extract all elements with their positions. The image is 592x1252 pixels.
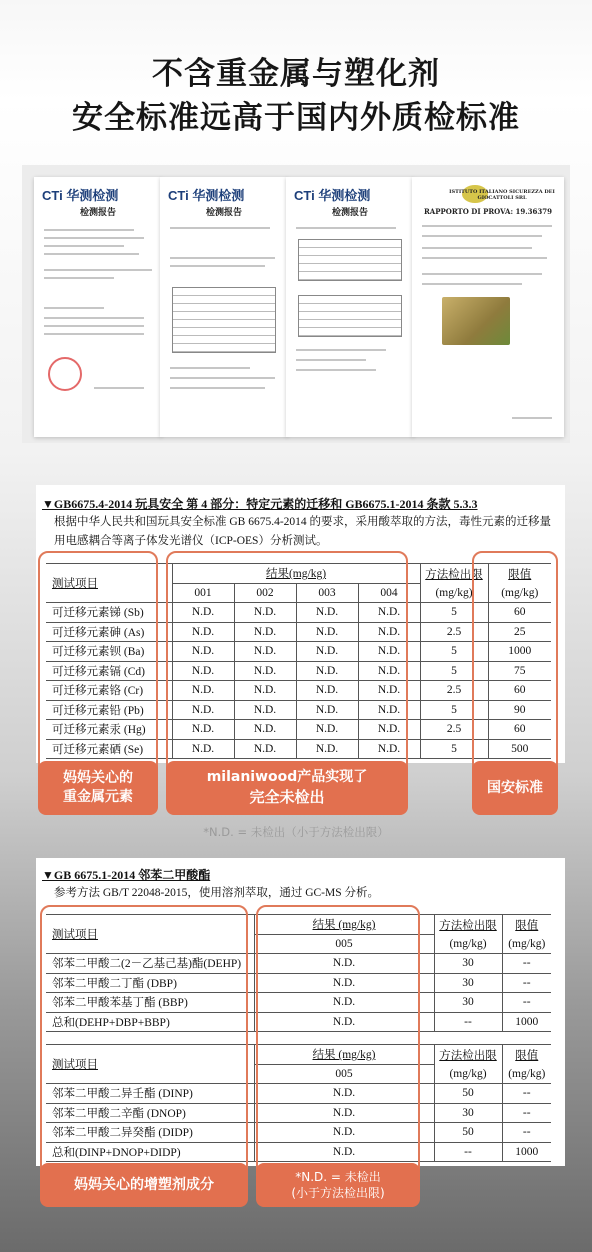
sample-id: 005 [254,1064,434,1084]
result-value: N.D. [254,973,434,993]
report-table [172,287,276,353]
limit-unit: (mg/kg) [502,934,551,954]
result-value: N.D. [234,622,296,642]
test-item-name: 可迁移元素钡 (Ba) [46,642,172,662]
test-item-name: 可迁移元素锑 (Sb) [46,603,172,623]
sample-id: 001 [172,583,234,603]
result-value: N.D. [358,681,420,701]
tag-nd-note-line1: *N.D. = 未检出 [295,1169,381,1184]
test-item-name: 可迁移元素镉 (Cd) [46,661,172,681]
sample-id: 005 [254,934,434,954]
report-thumbnail [160,177,288,437]
report-title: RAPPORTO DI PROVA: 19.36379 [423,207,553,216]
result-value: N.D. [172,739,234,759]
mdl-unit: (mg/kg) [434,1064,502,1084]
report-logo: CTi 华测检测 [294,188,371,203]
section-description: 参考方法 GB/T 22048-2015，使用溶剂萃取，通过 GC-MS 分析。 [54,887,379,899]
report-thumbnail [286,177,414,437]
result-value: N.D. [172,642,234,662]
column-header-item: 测试项目 [46,915,254,954]
result-value: N.D. [254,1012,434,1032]
mdl-value: 5 [420,700,488,720]
column-header-result: 结果 (mg/kg) [254,915,434,935]
limit-unit: (mg/kg) [502,1064,551,1084]
result-value: N.D. [234,603,296,623]
result-value: N.D. [358,739,420,759]
result-value: N.D. [296,739,358,759]
result-value: N.D. [358,642,420,662]
test-item-name: 可迁移元素铅 (Pb) [46,700,172,720]
result-value: N.D. [296,720,358,740]
report-title: 检测报告 [205,208,242,218]
test-item-name: 邻苯二甲酸二异壬酯 (DINP) [46,1084,254,1104]
result-value: N.D. [358,700,420,720]
mdl-value: 30 [434,973,502,993]
highlight-frame-plasticizers [40,905,248,1207]
tag-national-standard: 国安标准 [472,761,558,815]
result-value: N.D. [296,642,358,662]
mdl-value: 5 [420,739,488,759]
report-title: 检测报告 [331,208,368,218]
mdl-unit: (mg/kg) [420,583,488,603]
limit-value: -- [502,954,551,974]
result-value: N.D. [234,661,296,681]
limit-value: 60 [488,681,551,701]
column-header-result: 结果(mg/kg) [172,564,420,584]
test-item-name: 可迁移元素铬 (Cr) [46,681,172,701]
column-header-mdl: 方法检出限 [434,915,502,935]
sample-id: 002 [234,583,296,603]
column-header-item: 测试项目 [46,564,172,603]
nd-footnote: *N.D. = 未检出（小于方法检出限） [203,825,389,839]
headline-line-2: 安全标准远高于国内外质检标准 [72,100,520,136]
result-value: N.D. [254,1142,434,1162]
result-value: N.D. [234,681,296,701]
limit-value: -- [502,1103,551,1123]
report-logo: CTi 华测检测 [42,188,119,203]
column-header-mdl: 方法检出限 [420,564,488,584]
result-value: N.D. [254,1103,434,1123]
result-value: N.D. [254,1084,434,1104]
limit-value: -- [502,973,551,993]
test-item-name: 可迁移元素砷 (As) [46,622,172,642]
result-value: N.D. [358,603,420,623]
mdl-value: -- [434,1142,502,1162]
result-value: N.D. [358,720,420,740]
mdl-value: 30 [434,1103,502,1123]
limit-value: 500 [488,739,551,759]
limit-value: -- [502,993,551,1013]
limit-value: 1000 [502,1012,551,1032]
report-logo: CTi 华测检测 [168,188,245,203]
test-item-name: 邻苯二甲酸苯基丁酯 (BBP) [46,993,254,1013]
mdl-value: 30 [434,993,502,1013]
result-value: N.D. [358,622,420,642]
result-value: N.D. [234,720,296,740]
tag-heavy-metals-line2: 重金属元素 [63,789,133,805]
mdl-value: 5 [420,661,488,681]
report-table [298,239,402,281]
report-thumbnail [412,177,564,437]
tag-not-detected [166,761,408,815]
limit-value: 60 [488,603,551,623]
column-header-limit: 限值 [502,1045,551,1065]
result-value: N.D. [254,954,434,974]
result-value: N.D. [172,603,234,623]
result-value: N.D. [234,739,296,759]
column-header-mdl: 方法检出限 [434,1045,502,1065]
tag-plasticizers: 妈妈关心的增塑剂成分 [40,1163,248,1207]
result-value: N.D. [172,661,234,681]
mdl-value: 2.5 [420,622,488,642]
column-header-result: 结果 (mg/kg) [254,1045,434,1065]
mdl-value: 2.5 [420,681,488,701]
institute-name: ISTITUTO ITALIANO SICUREZZA DEI GIOCATTOLI SRL [449,189,555,201]
result-value: N.D. [296,603,358,623]
column-header-limit: 限值 [488,564,551,584]
test-item-name: 可迁移元素硒 (Se) [46,739,172,759]
sample-id: 003 [296,583,358,603]
limit-value: 1000 [502,1142,551,1162]
mdl-value: 5 [420,603,488,623]
result-value: N.D. [172,700,234,720]
result-value: N.D. [234,642,296,662]
limit-value: 60 [488,720,551,740]
report-thumbnail [34,177,162,437]
section-title: ▼GB 6675.1-2014 邻苯二甲酸酯 [42,868,211,882]
result-value: N.D. [296,700,358,720]
mdl-unit: (mg/kg) [434,934,502,954]
stamp-seal [48,357,82,391]
result-value: N.D. [234,700,296,720]
test-item-name: 总和(DEHP+DBP+BBP) [46,1012,254,1032]
limit-value: 90 [488,700,551,720]
result-value: N.D. [254,993,434,1013]
limit-value: 1000 [488,642,551,662]
section-description: 根据中华人民共和国玩具安全标准 GB 6675.4-2014 的要求，采用酸萃取的方法，毒性元素的迁移量用电感耦合等离子体发光谱仪（ICP-OES）分析测试。 [54,516,552,547]
test-item-name: 邻苯二甲酸二(2－乙基己基)酯(DEHP) [46,954,254,974]
mdl-value: 2.5 [420,720,488,740]
limit-unit: (mg/kg) [488,583,551,603]
limit-value: 25 [488,622,551,642]
column-header-item: 测试项目 [46,1045,254,1084]
report-title: 检测报告 [79,208,116,218]
limit-value: -- [502,1123,551,1143]
highlight-frame-plasticizer-results [256,905,420,1207]
result-value: N.D. [296,622,358,642]
tag-heavy-metals [38,761,158,815]
result-value: N.D. [358,661,420,681]
mdl-value: 30 [434,954,502,974]
test-item-name: 总和(DINP+DNOP+DIDP) [46,1142,254,1162]
test-item-name: 邻苯二甲酸二丁酯 (DBP) [46,973,254,993]
test-item-name: 邻苯二甲酸二异癸酯 (DIDP) [46,1123,254,1143]
mdl-value: 5 [420,642,488,662]
product-photo [442,297,510,345]
limit-value: 75 [488,661,551,681]
result-value: N.D. [296,661,358,681]
test-report-thumbnails [22,165,570,443]
mdl-value: -- [434,1012,502,1032]
headline-line-1: 不含重金属与塑化剂 [152,56,440,92]
result-value: N.D. [172,622,234,642]
report-table [298,295,402,337]
column-header-limit: 限值 [502,915,551,935]
tag-nd-note [256,1163,420,1207]
mdl-value: 50 [434,1123,502,1143]
limit-value: -- [502,1084,551,1104]
section-title: ▼GB6675.4-2014 玩具安全 第 4 部分：特定元素的迁移和 GB6675.1-2014 条款 5.3.3 [42,497,478,511]
tag-not-detected-line1: milaniwood产品实现了 [206,769,368,786]
mdl-value: 50 [434,1084,502,1104]
result-value: N.D. [296,681,358,701]
tag-heavy-metals-line1: 妈妈关心的 [63,770,133,787]
result-value: N.D. [172,681,234,701]
sample-id: 004 [358,583,420,603]
tag-nd-note-line2: (小于方法检出限) [291,1186,385,1200]
test-item-name: 可迁移元素汞 (Hg) [46,720,172,740]
result-value: N.D. [172,720,234,740]
test-item-name: 邻苯二甲酸二辛酯 (DNOP) [46,1103,254,1123]
tag-not-detected-line2: 完全未检出 [249,788,325,807]
result-value: N.D. [254,1123,434,1143]
